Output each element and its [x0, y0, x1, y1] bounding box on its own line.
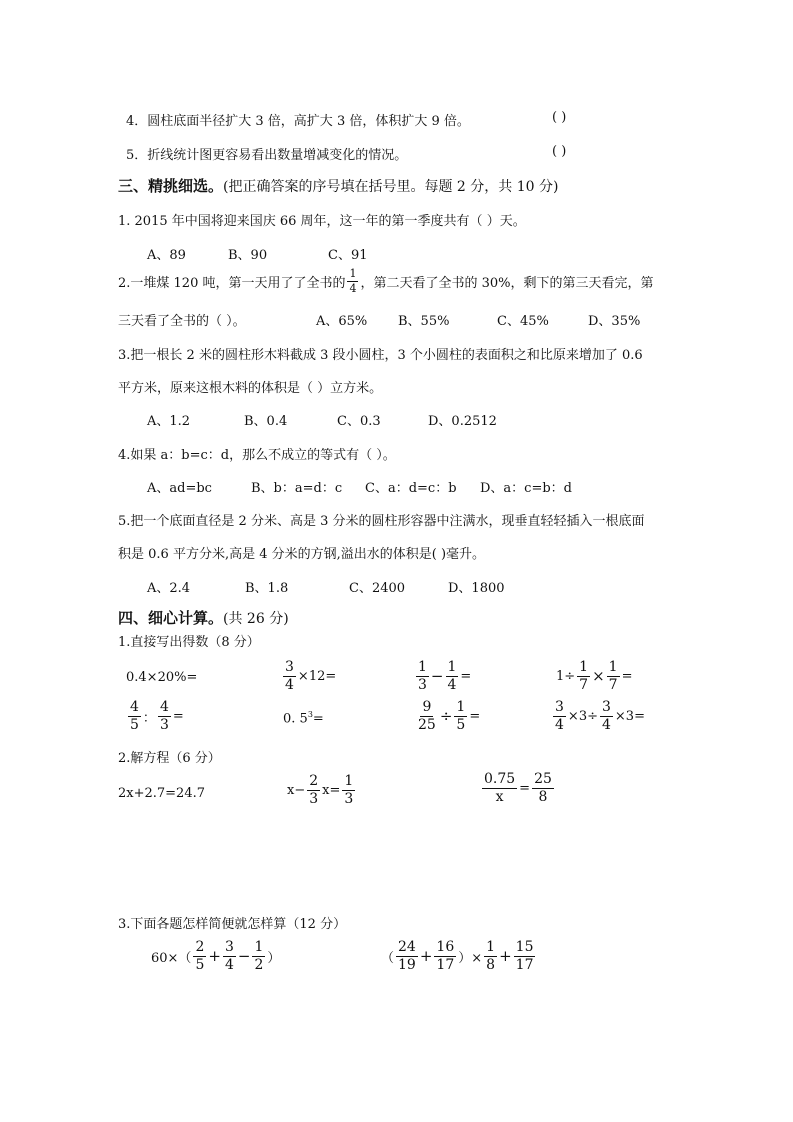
tf-item-5: 5．折线统计图更容易看出数量增减变化的情况。: [126, 148, 408, 163]
q2-line-1: 2.一堆煤 120 吨，第一天用了了全书的 $\frac{1}{4}$ ，第二天看了全书的 30%，剩下的第三天看完，第: [118, 267, 654, 295]
q2-line-2: 三天看了全书的（ ）。: [118, 314, 246, 329]
q3-option-b[interactable]: B、0.4: [244, 414, 288, 429]
tf-answer-paren-4[interactable]: ( ): [552, 110, 567, 125]
q3-option-a[interactable]: A、1.2: [147, 414, 191, 429]
calc-expr-8: $\frac{3}{4}$ ×3÷ $\frac{3}{4}$ ×3=: [555, 699, 645, 733]
section-3-note: (把正确答案的序号填在括号里。每题 2 分，共 10 分): [223, 179, 559, 195]
section-4-note: (共 26 分): [223, 611, 289, 627]
q2-option-c[interactable]: C、45%: [497, 314, 549, 329]
calc-expr-4: 1÷ $\frac{1}{7}$ × $\frac{1}{7}$ =: [556, 659, 633, 693]
calc-expr-1: 0.4×20%=: [126, 670, 198, 685]
q5-line-1: 5.把一个底面直径是 2 分米、高是 3 分米的圆柱形容器中注满水，现垂直轻轻插入一根底面: [118, 514, 645, 529]
q5-option-b[interactable]: B、1.8: [245, 581, 289, 596]
section-3-heading: [118, 175, 558, 196]
simplify-expr-1: 60×（ $\frac{2}{5}$ + $\frac{3}{4}$ − $\frac{1}{2}$ ）: [151, 939, 281, 973]
q5-option-c[interactable]: C、2400: [349, 581, 406, 596]
q5-option-a[interactable]: A、2.4: [147, 581, 191, 596]
q2-option-a[interactable]: A、65%: [316, 314, 368, 329]
section-4-heading: [118, 607, 289, 628]
q4-option-b[interactable]: B、b：a=d：c: [251, 481, 343, 496]
calc-expr-3: $\frac{1}{3}$ − $\frac{1}{4}$ =: [418, 659, 472, 693]
q5-option-d[interactable]: D、1800: [448, 581, 505, 596]
q3-option-c[interactable]: C、0.3: [337, 414, 381, 429]
q1-text: 1. 2015 年中国将迎来国庆 66 周年，这一年的第一季度共有（ ）天。: [118, 214, 526, 229]
calc-expr-5: $\frac{4}{5}$ ： $\frac{4}{3}$ =: [130, 699, 184, 733]
q4-text: 4.如果 a：b=c：d，那么不成立的等式有（ ）。: [118, 448, 396, 463]
simplify-expr-2: （ $\frac{24}{19}$ + $\frac{16}{17}$ ）× $\frac{1}{8}$ + $\frac{15}{17}$: [381, 939, 534, 973]
section-4-title: 四、细心计算。: [118, 609, 224, 627]
q2-option-d[interactable]: D、35%: [588, 314, 641, 329]
tf-answer-paren-5[interactable]: ( ): [552, 144, 567, 159]
q4-option-a[interactable]: A、ad=bc: [147, 481, 212, 496]
q5-line-2: 积是 0.6 平方分米,高是 4 分米的方钢,溢出水的体积是( )毫升。: [118, 547, 486, 562]
equation-2: x− $\frac{2}{3}$ x= $\frac{1}{3}$: [287, 773, 354, 807]
q1-option-a[interactable]: A、89: [147, 248, 186, 263]
calc-expr-6: 0. $5^3=$: [283, 710, 324, 727]
equation-1: 2x+2.7=24.7: [118, 786, 206, 801]
calc-sub-1: 1.直接写出得数（8 分）: [118, 635, 260, 650]
q4-option-c[interactable]: C、a：d=c：b: [365, 481, 457, 496]
q4-option-d[interactable]: D、a：c=b：d: [480, 481, 572, 496]
calc-sub-3: 3.下面各题怎样简便就怎样算（12 分）: [118, 917, 347, 932]
calc-expr-2: $\frac{3}{4}$ ×12=: [285, 659, 337, 693]
q2-fraction: $\frac{1}{4}$: [349, 267, 357, 295]
calc-sub-2: 2.解方程（6 分）: [118, 751, 221, 766]
q3-line-2: 平方米，原来这根木料的体积是（ ）立方米。: [118, 381, 383, 396]
q1-option-c[interactable]: C、91: [328, 248, 368, 263]
tf-item-4: 4．圆柱底面半径扩大 3 倍，高扩大 3 倍，体积扩大 9 倍。: [126, 114, 470, 129]
q1-option-b[interactable]: B、90: [228, 248, 268, 263]
q3-line-1: 3.把一根长 2 米的圆柱形木料截成 3 段小圆柱，3 个小圆柱的表面积之和比原来增加了 0.6: [118, 348, 643, 363]
equation-3: $\frac{0.75}{x}$ = $\frac{25}{8}$: [484, 771, 552, 805]
section-3-title: 三、精挑细选。: [118, 177, 224, 195]
calc-expr-7: $\frac{9}{25}$ ÷ $\frac{1}{5}$ =: [418, 699, 481, 733]
q2-option-b[interactable]: B、55%: [398, 314, 450, 329]
q3-option-d[interactable]: D、0.2512: [428, 414, 497, 429]
